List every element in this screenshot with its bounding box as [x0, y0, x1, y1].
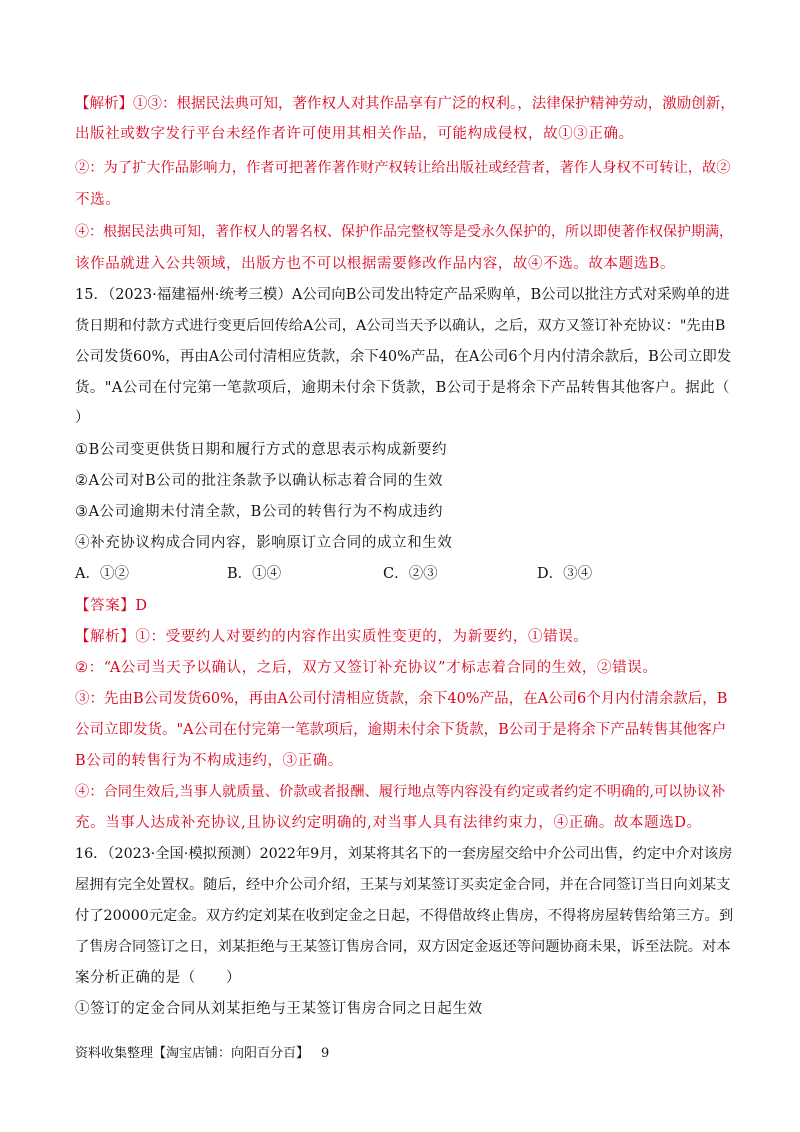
question-line: 屋拥有完全处置权。随后，经中介公司介绍，王某与刘某签订买卖定金合同，并在合同签订当日向刘某支	[75, 877, 731, 893]
analysis-line: 充。当事人达成补充协议,且协议约定明确的,对当事人具有法律约束力，④正确。故本题选D。	[75, 815, 702, 831]
page-footer	[75, 1045, 329, 1063]
option-c: C．②③	[383, 566, 438, 582]
analysis-line: 不选。	[75, 192, 121, 208]
analysis-line: ③：先由B公司发货60%，再由A公司付清相应货款，余下40%产品，在A公司6个月内付清余款后，B	[75, 691, 728, 707]
analysis-line: 【解析】①：受要约人对要约的内容作出实质性变更的，为新要约，①错误。	[75, 629, 589, 645]
analysis-line: 该作品就进入公共领域，出版方也不可以根据需要修改作品内容，故④不选。故本题选B。	[75, 256, 676, 272]
question-line: 16．（2023·全国·模拟预测）2022年9月，刘某将其名下的一套房屋交给中介公司出售，约定中介对该房	[75, 846, 733, 862]
question-line: 货。"A公司在付完第一笔款项后，逾期未付余下货款，B公司于是将余下产品转售其他客户。据此（	[75, 380, 730, 396]
question-line: 公司发货60%，再由A公司付清相应货款，余下40%产品，在A公司6个月内付清余款后，B公司立即发	[75, 349, 732, 365]
statement-line: ①B公司变更供货日期和履行方式的意思表示构成新要约	[75, 442, 448, 458]
analysis-line: ②：“A公司当天予以确认，之后，双方又签订补充协议”才标志着合同的生效，②错误。	[75, 660, 658, 676]
statement-line: ①签订的定金合同从刘某拒绝与王某签订售房合同之日起生效	[75, 1001, 483, 1017]
question-line: 15．（2023·福建福州·统考三模）A公司向B公司发出特定产品采购单，B公司以批注方式对采购单的进	[75, 287, 730, 303]
option-a: A．①②	[75, 566, 129, 582]
option-b: B．①④	[227, 566, 282, 582]
analysis-line: 出版社或数字发行平台未经作者许可使用其相关作品，可能构成侵权，故①③正确。	[75, 126, 634, 142]
question-line: 了售房合同签订之日，刘某拒绝与王某签订售房合同，双方因定金返还等问题协商未果，诉至法院。对本	[75, 939, 731, 955]
statement-line: ④补充协议构成合同内容，影响原订立合同的成立和生效	[75, 535, 453, 551]
statement-line: ②A公司对B公司的批注条款予以确认标志着合同的生效	[75, 473, 444, 489]
footer-text: 资料收集整理【淘宝店铺：向阳百分百】	[75, 1046, 310, 1061]
question-line: ）	[75, 410, 91, 426]
analysis-line: 【解析】①③：根据民法典可知，著作权人对其作品享有广泛的权利。，法律保护精神劳动，激励创新，	[75, 96, 735, 112]
analysis-line: ②：为了扩大作品影响力，作者可把著作著作财产权转让给出版社或经营者，著作人身权不可转让，故②	[75, 160, 731, 176]
question-line: 货日期和付款方式进行变更后回传给A公司，A公司当天予以确认，之后，双方又签订补充协议："先由B	[75, 318, 726, 334]
question-line: 付了20000元定金。双方约定刘某在收到定金之日起，不得借故终止售房，不得将房屋转售给第三方。到	[75, 908, 734, 924]
analysis-line: B公司的转售行为不构成违约，③正确。	[75, 753, 343, 769]
option-d: D．③④	[537, 566, 593, 582]
page-number: 9	[321, 1046, 330, 1061]
analysis-line: ④：根据民法典可知，著作权人的署名权、保护作品完整权等是受永久保护的，所以即使著作权保护期满，	[75, 224, 733, 240]
statement-line: ③A公司逾期未付清全款，B公司的转售行为不构成违约	[75, 504, 444, 520]
analysis-line: ④：合同生效后,当事人就质量、价款或者报酬、履行地点等内容没有约定或者约定不明确的,可以协议补	[75, 784, 726, 800]
answer-line: 【答案】D	[75, 598, 148, 614]
analysis-line: 公司立即发货。"A公司在付完第一笔款项后，逾期未付余下货款，B公司于是将余下产品转售其他客户	[75, 722, 727, 738]
question-line: 案分析正确的是（ ）	[75, 970, 242, 986]
